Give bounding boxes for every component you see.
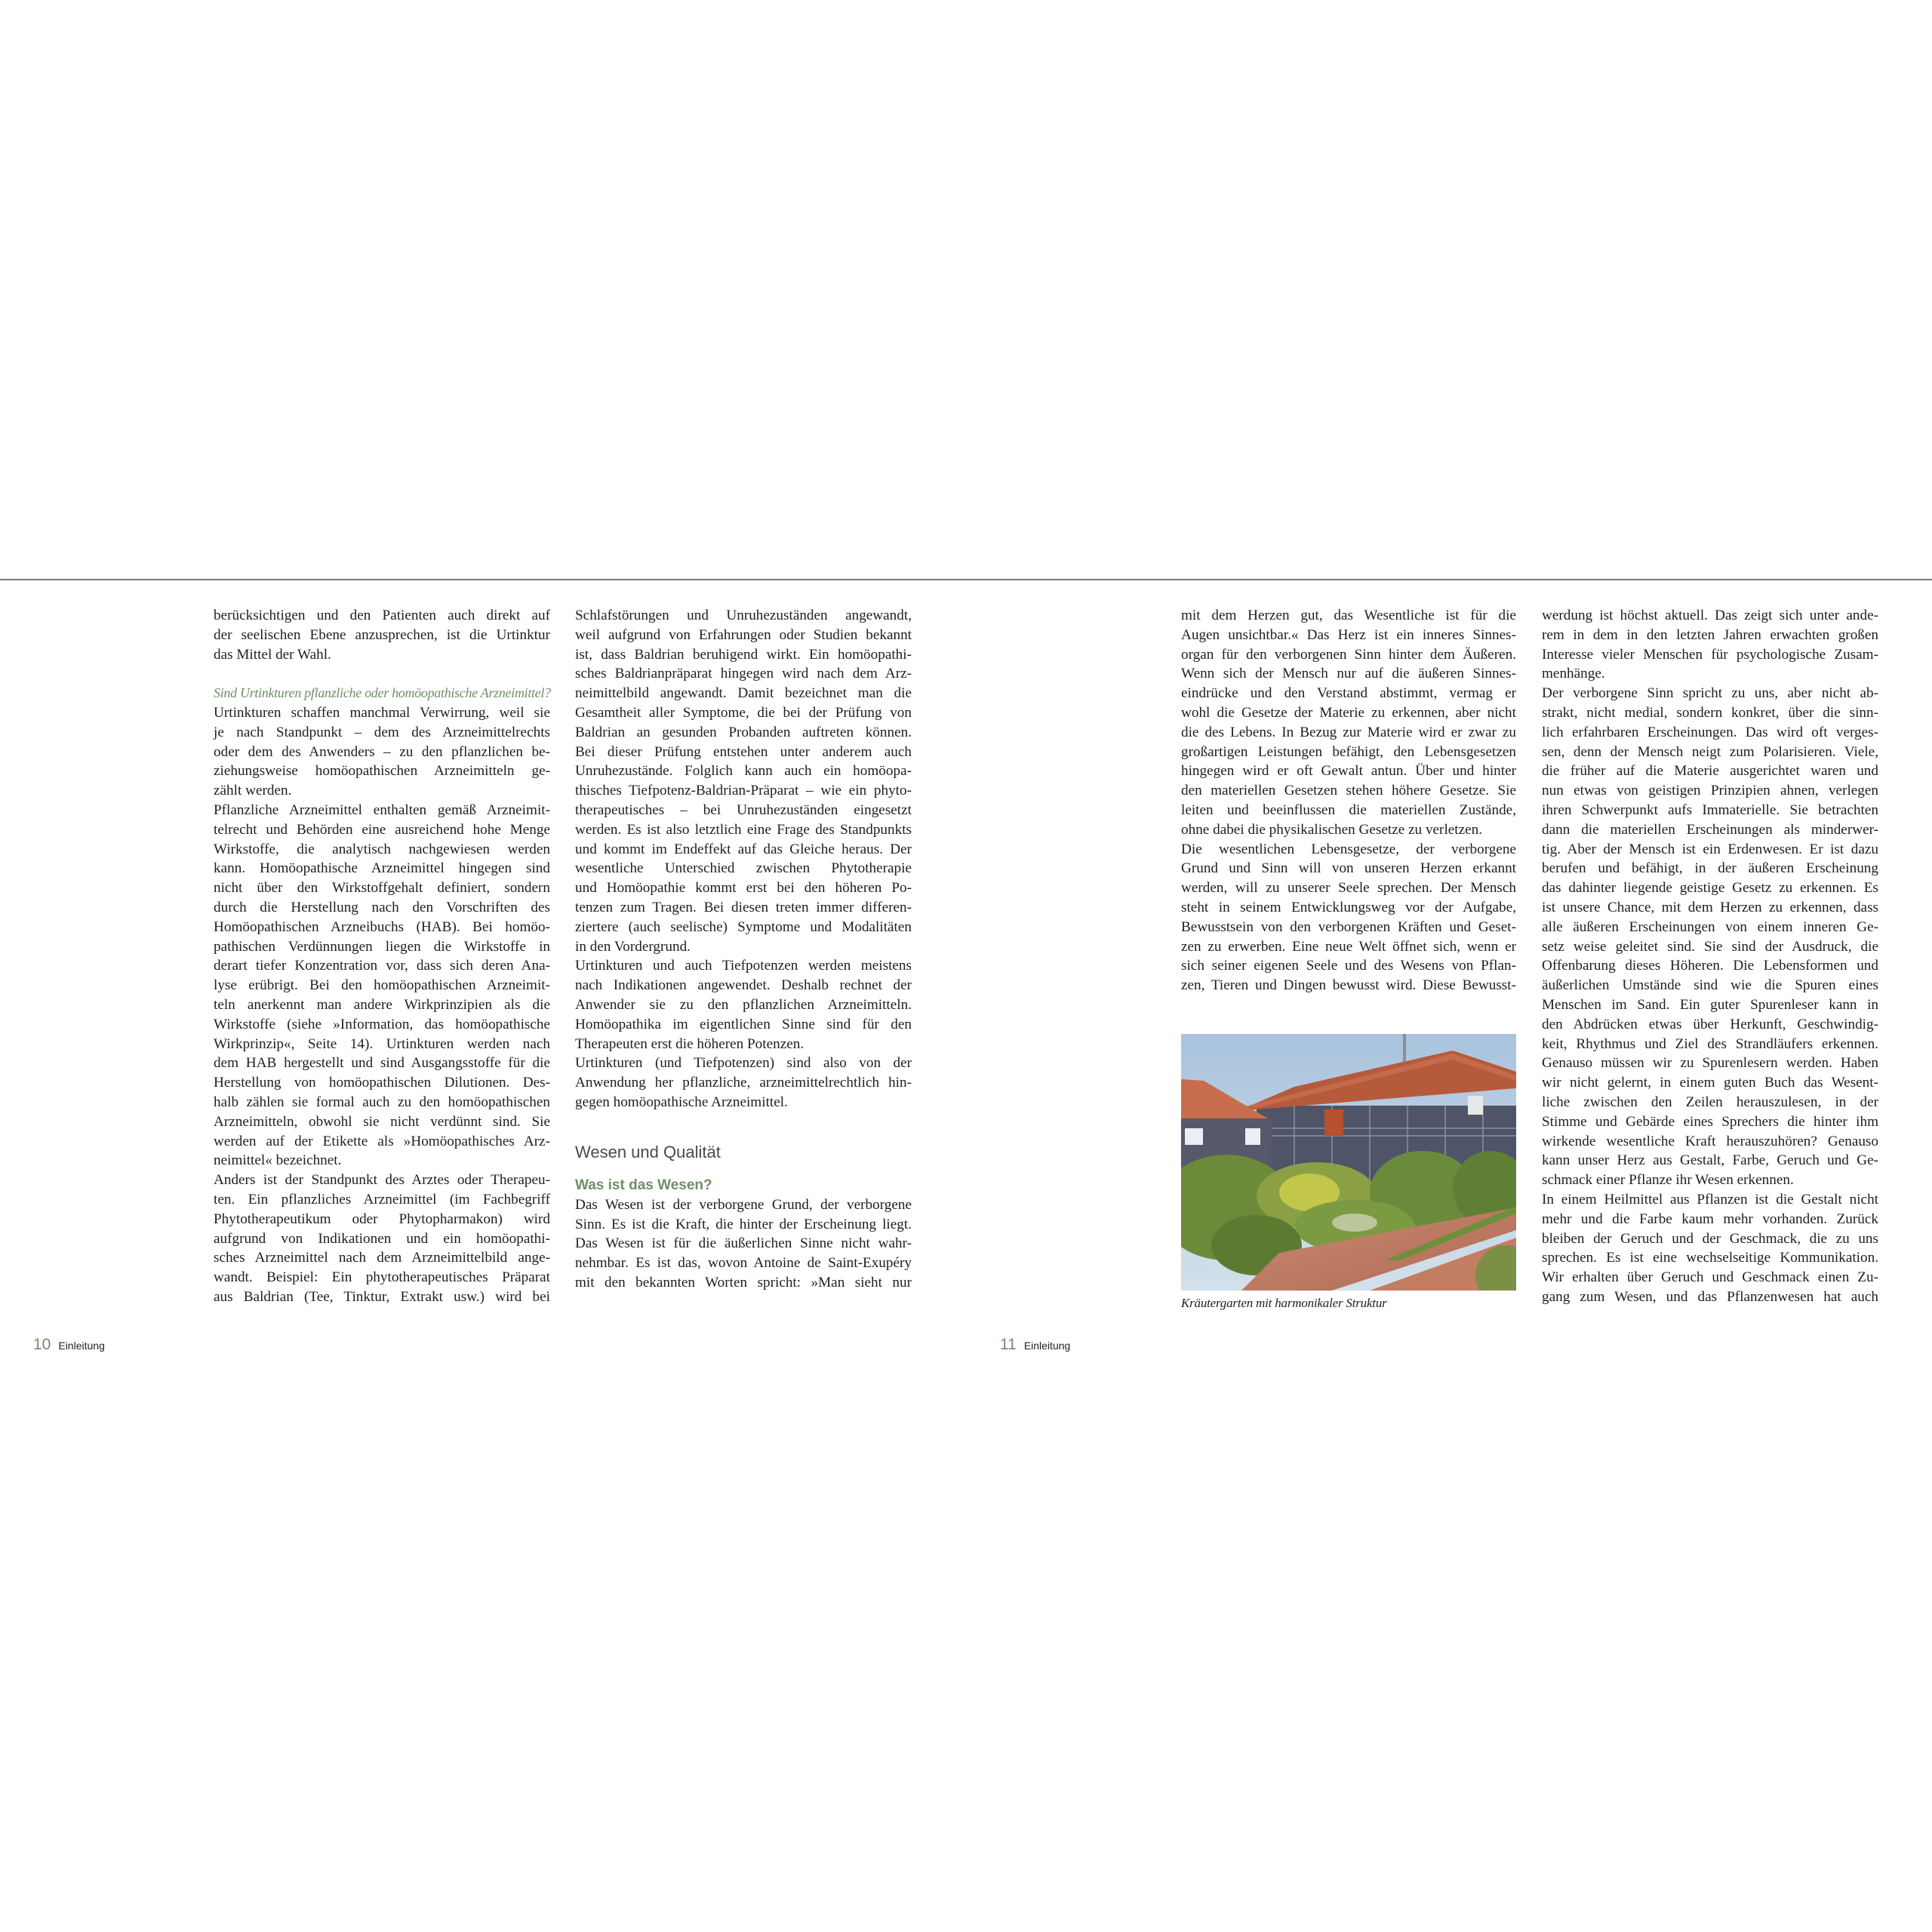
text-line: den materiellen Gesetzen stehen höhere Gesetze. Sie (1181, 783, 1516, 799)
text-line: wirkende wesentliche Kraft herauszuhören? Genauso (1542, 1133, 1878, 1149)
text-line: Pflanzliche Arzneimittel enthalten gemäß Arzneimit- (214, 801, 550, 818)
text-line: mit den bekannten Worten spricht: »Man sieht nur (575, 1274, 912, 1291)
text-line: wohl die Gesetze der Materie zu erkennen, aber nicht (1181, 704, 1516, 721)
text-line: wandt. Beispiel: Ein phytotherapeutisches Präparat (214, 1269, 550, 1286)
page-number: 11 (1000, 1336, 1017, 1353)
text-line: Augen unsichtbar.« Das Herz ist ein inneres Sinnes- (1181, 626, 1516, 643)
text-line: Schlafstörungen und Unruhezuständen angewandt, (575, 608, 912, 623)
text-line: liche zwischen den Zeilen herauszulesen, in der (1542, 1094, 1878, 1110)
text-line: neimittel« bezeichnet. (214, 1152, 342, 1169)
text-line: Urtinkturen (und Tiefpotenzen) sind also von der (575, 1055, 912, 1072)
text-line: berufen und befähigt, in der äußeren Erscheinung (1542, 860, 1878, 877)
text-line: mehr und die Farbe kaum mehr vorhanden. Zurück (1542, 1211, 1878, 1227)
text-line: Urtinkturen schaffen manchmal Verwirrung, weil sie (214, 704, 550, 721)
text-line: ohne dabei die physikalischen Gesetze zu verletzen. (1181, 821, 1483, 838)
text-line: Homöopathischen Arzneibuchs (HAB). Bei homöo- (214, 918, 550, 935)
text-line: Wir erhalten über Geruch und Geschmack einen Zu- (1542, 1269, 1878, 1286)
text-line: der seelischen Ebene anzusprechen, ist die Urtinktur (214, 626, 550, 643)
text-line: In einem Heilmittel aus Pflanzen ist die Gestalt nicht (1542, 1191, 1878, 1208)
running-section-title: Einleitung (58, 1340, 105, 1352)
paragraph (1181, 606, 1516, 840)
paragraph (214, 606, 550, 664)
text-line: keit, Rhythmus und Ziel des Strandläufers erkennen. (1542, 1035, 1878, 1052)
text-line: organ für den verborgenen Sinn hinter dem Äußeren. (1181, 646, 1516, 663)
text-line: Unruhezustände. Folglich kann auch ein homöopa- (575, 763, 912, 780)
text-line: Die wesentlichen Lebensgesetze, der verborgene (1181, 841, 1516, 857)
paragraph (575, 1195, 912, 1293)
text-line: hingegen wird er oft Gewalt antun. Über und hinter (1181, 763, 1516, 780)
text-line: therapeutisches – bei Unruhezuständen eingesetzt (575, 801, 912, 818)
text-line: dann die materiellen Erscheinungen als minderwer- (1542, 821, 1878, 838)
text-line: großartigen Leistungen befähigt, den Lebensgesetzen (1181, 743, 1516, 760)
text-line: nicht über den Wirkstoffgehalt definiert, sondern (214, 880, 550, 897)
text-line: aus Baldrian (Tee, Tinktur, Extrakt usw.) wird bei (214, 1288, 550, 1305)
running-section-title: Einleitung (1023, 1340, 1071, 1352)
text-line: den Abdrücken etwas über Herkunft, Geschwindig- (1542, 1016, 1878, 1032)
text-line: äußerlichen Umstände sind wie die Spuren eines (1542, 977, 1878, 994)
text-line: Offenbarung dieses Höheren. Die Lebensformen und (1542, 958, 1878, 974)
text-line: sen, denn der Mensch neigt zum Polarisieren. Viele, (1542, 743, 1878, 760)
text-line: Wirkstoffe, die analytisch nachgewiesen werden (214, 841, 550, 857)
text-line: Bei dieser Prüfung entstehen unter anderem auch (575, 743, 912, 760)
page-folio-right (1000, 1336, 1070, 1354)
text-line: sich seiner eigenen Seele und des Wesens von Pflan- (1181, 958, 1516, 974)
text-line: Genauso müssen wir zu Spurenlesern werden. Haben (1542, 1055, 1878, 1072)
text-line: nehmbar. Es ist das, wovon Antoine de Saint-Exupéry (575, 1255, 912, 1272)
section-heading: Wesen und Qualität (575, 1142, 721, 1161)
text-line: menhänge. (1542, 666, 1605, 682)
text-line: mit dem Herzen gut, das Wesentliche ist für die (1181, 608, 1516, 623)
text-line: halb zählen sie formal auch zu den homöopathischen (214, 1094, 550, 1110)
text-line: sches Baldrianpräparat hingegen wird nach dem Arz- (575, 666, 912, 682)
text-line: werden, will zu unserer Seele sprechen. Der Mensch (1181, 880, 1516, 897)
text-line: lich erfahrbaren Erscheinungen. Das wird oft verges- (1542, 724, 1878, 740)
right-page-column-1 (1181, 606, 1516, 995)
text-line: Wenn sich der Mensch nur auf die äußeren Sinnes- (1181, 666, 1516, 682)
text-line: alle äußeren Erscheinungen von einem inneren Ge- (1542, 918, 1878, 935)
left-page-column-1 (214, 606, 550, 1307)
text-line: Therapeuten erst die höheren Potenzen. (575, 1035, 804, 1052)
text-line: Sinn. Es ist die Kraft, die hinter der Erscheinung liegt. (575, 1216, 912, 1232)
text-line: zen zu erwerben. Eine neue Welt öffnet sich, wenn er (1181, 938, 1516, 955)
paragraph (1542, 606, 1878, 684)
paragraph (575, 1054, 912, 1112)
text-line: gegen homöopathische Arzneimittel. (575, 1094, 788, 1110)
text-line: Wirkprinzip«, Seite 14). Urtinkturen werden nach (214, 1035, 550, 1052)
text-line: Homöopathika im eigentlichen Sinne sind für den (575, 1016, 912, 1032)
text-line: kann unser Herz aus Gestalt, Farbe, Geruch und Ge- (1542, 1152, 1878, 1169)
text-line: ten. Ein pflanzliches Arzneimittel (im Fachbegriff (214, 1191, 550, 1208)
text-line: werden. Es ist also letztlich eine Frage des Standpunkts (575, 821, 912, 838)
text-line: zen, Tieren und Dingen bewusst wird. Diese Bewusst- (1181, 977, 1516, 994)
text-line: Phytotherapeutikum oder Phytopharmakon) wird (214, 1211, 550, 1227)
text-line: Herstellung von homöopathischen Dilutionen. Des- (214, 1075, 550, 1091)
photo-caption: Kräutergarten mit harmonikaler Struktur (1181, 1296, 1387, 1310)
text-line: Wirkstoffe (siehe »Information, das homöopathische (214, 1016, 550, 1032)
text-line: Anwendung her pflanzliche, arzneimittelrechtlich hin- (575, 1075, 912, 1091)
paragraph (575, 956, 912, 1054)
text-line: telrecht und Behörden eine ausreichend hohe Menge (214, 821, 550, 838)
paragraph (214, 703, 550, 801)
text-line: eindrücke und den Verstand abstimmt, vermag er (1181, 685, 1516, 702)
text-line: nach Indikationen angewendet. Deshalb rechnet der (575, 977, 912, 994)
page-number: 10 (33, 1336, 51, 1353)
text-line: setz weise geleitet sind. Sie sind der Ausdruck, die (1542, 938, 1878, 955)
text-line: bleiben der Geruch und der Geschmack, die zu uns (1542, 1230, 1878, 1247)
text-line: nun etwas von geistigen Prinzipien ahnen, verlegen (1542, 783, 1878, 799)
text-line: dem HAB hergestellt und sind Ausgangsstoffe für die (214, 1055, 550, 1072)
right-page-column-2 (1542, 606, 1878, 1307)
text-line: das Mittel der Wahl. (214, 646, 331, 663)
text-line: rem in dem in den letzten Jahren erwachten großen (1542, 626, 1878, 643)
text-line: sprechen. Es ist eine wechselseitige Kommunikation. (1542, 1250, 1878, 1266)
text-line: weil aufgrund von Erfahrungen oder Studien bekannt (575, 626, 912, 643)
text-line: Arzneimitteln, obwohl sie nicht verdünnt sind. Sie (214, 1113, 550, 1130)
text-line: teln anerkennt man andere Wirkprinzipien als die (214, 996, 550, 1013)
text-line: Urtinkturen und auch Tiefpotenzen werden meistens (575, 958, 912, 974)
question-heading: Sind Urtinkturen pflanzliche oder homöopathische Arzneimittel? (214, 685, 551, 701)
text-line: ziertere (auch seelische) Symptome und Modalitäten (575, 918, 912, 935)
text-line: wesentliche Unterschied zwischen Phytotherapie (575, 860, 912, 877)
text-line: Anders ist der Standpunkt des Arztes oder Therapeu- (214, 1172, 550, 1189)
page-top-rule (0, 579, 1932, 580)
text-line: schmack einer Pflanze ihr Wesen erkennen. (1542, 1172, 1794, 1189)
text-line: werdung ist höchst aktuell. Das zeigt sich unter ande- (1542, 608, 1878, 623)
paragraph (1542, 684, 1878, 1190)
text-line: Der verborgene Sinn spricht zu uns, aber nicht ab- (1542, 685, 1878, 702)
left-page-column-2 (575, 606, 912, 1293)
text-line: Grund und Sinn will von unseren Herzen erkannt (1181, 860, 1516, 877)
text-line: Anwender sie zu den pflanzlichen Arzneimitteln. (575, 996, 912, 1013)
text-line: lyse erübrigt. Bei den homöopathischen Arzneimit- (214, 977, 550, 994)
text-line: und kommt im Endeffekt auf das Gleiche heraus. Der (575, 841, 912, 857)
page-folio-left (33, 1336, 105, 1354)
text-line: ihren Schwerpunkt aufs Immaterielle. Sie betrachten (1542, 801, 1878, 818)
text-line: werden auf der Etikette als »Homöopathisches Arz- (214, 1133, 550, 1149)
text-line: sches Arzneimittel nach dem Arzneimittelbild ange- (214, 1250, 550, 1266)
text-line: steht in seinem Entwicklungsweg vor der Aufgabe, (1181, 899, 1516, 915)
text-line: in den Vordergrund. (575, 938, 691, 955)
text-line: berücksichtigen und den Patienten auch direkt auf (214, 608, 550, 623)
text-line: Das Wesen ist der verborgene Grund, der verborgene (575, 1196, 912, 1213)
paragraph (214, 1171, 550, 1307)
text-line: Gesamtheit aller Symptome, die bei der Prüfung von (575, 704, 912, 721)
paragraph (1542, 1190, 1878, 1307)
text-line: je nach Standpunkt – dem des Arzneimittelrechts (214, 724, 550, 740)
text-line: ist, dass Baldrian beruhigend wirkt. Ein homöopathi- (575, 646, 912, 663)
text-line: wir nicht gelernt, in einem guten Buch das Wesent- (1542, 1075, 1878, 1091)
text-line: neimittelbild angewandt. Damit bezeichnet man die (575, 685, 912, 702)
text-line: kann. Homöopathische Arzneimittel hingegen sind (214, 860, 550, 877)
text-line: strakt, nicht medial, sondern konkret, über die sinn- (1542, 704, 1878, 721)
text-line: die früher auf die Materie ausgerichtet waren und (1542, 763, 1878, 780)
paragraph (575, 606, 912, 956)
text-line: ist unsere Chance, mit dem Herzen zu erkennen, dass (1542, 899, 1878, 915)
text-line: tig. Aber der Mensch ist ein Erdenwesen. Er ist dazu (1542, 841, 1878, 857)
text-line: Stimme und Gebärde eines Sprechers die hinter ihm (1542, 1113, 1878, 1130)
text-line: ziehungsweise homöopathischen Arzneimitteln ge- (214, 763, 550, 780)
text-line: zählt werden. (214, 783, 292, 799)
paragraph (214, 801, 550, 1171)
text-line: leiten und beeinflussen die materiellen Zustände, (1181, 801, 1516, 818)
text-line: Menschen im Sand. Ein guter Spurenleser kann in (1542, 996, 1878, 1013)
text-line: gang zum Wesen, und das Pflanzenwesen hat auch (1542, 1288, 1878, 1305)
text-line: durch die Herstellung nach den Vorschriften des (214, 899, 550, 915)
text-line: derart tiefer Konzentration vor, dass sich deren Ana- (214, 958, 550, 974)
text-line: Interesse vieler Menschen für psychologische Zusam- (1542, 646, 1878, 663)
paragraph (1181, 840, 1516, 995)
text-line: aufgrund von Indikationen und ein homöopathi- (214, 1230, 550, 1247)
text-line: Baldrian an gesunden Probanden auftreten können. (575, 724, 912, 740)
text-line: Bewusstsein von den verborgenen Kräften und Geset- (1181, 918, 1516, 935)
text-line: tenzen zum Tragen. Bei diesen treten immer differen- (575, 899, 912, 915)
text-line: und Homöopathie kommt erst bei den höheren Po- (575, 880, 912, 897)
text-line: das dahinter liegende geistige Gesetz zu erkennen. Es (1542, 880, 1878, 897)
subheading: Was ist das Wesen? (575, 1177, 712, 1193)
text-line: thisches Tiefpotenz-Baldrian-Präparat – wie ein phyto- (575, 783, 912, 799)
text-line: die des Lebens. In Bezug zur Materie wird er zwar zu (1181, 724, 1516, 740)
herb-garden-photo (1181, 1034, 1516, 1291)
text-line: pathischen Verdünnungen liegen die Wirkstoffe in (214, 938, 550, 955)
text-line: Das Wesen ist für die äußerlichen Sinne nicht wahr- (575, 1235, 912, 1252)
text-line: oder dem des Anwenders – zu den pflanzlichen be- (214, 743, 550, 760)
